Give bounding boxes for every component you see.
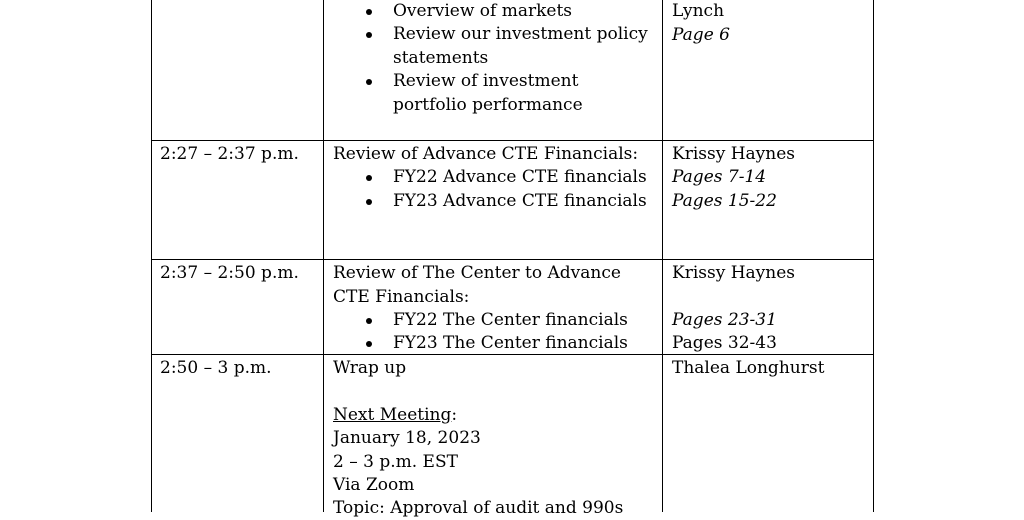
bullet-icon (366, 175, 372, 181)
page-reference: Pages 23-31 (672, 310, 777, 330)
bullet-icon (366, 318, 372, 324)
presenter-name: Krissy Haynes (672, 263, 796, 283)
agenda-heading: Wrap up (333, 358, 407, 378)
agenda-bullet: FY23 The Center financials (393, 333, 628, 353)
meeting-time: 2 – 3 p.m. EST (333, 452, 458, 472)
agenda-heading: Review of The Center to Advance (333, 263, 621, 283)
meeting-topic: Topic: Approval of audit and 990s (333, 498, 624, 518)
presenter-name: Krissy Haynes (672, 144, 796, 164)
agenda-bullet: Review our investment policy (393, 24, 648, 44)
time-slot: 2:37 – 2:50 p.m. (160, 263, 299, 283)
next-meeting-colon: : (451, 405, 458, 425)
time-slot: 2:50 – 3 p.m. (160, 358, 272, 378)
presenter-name: Thalea Longhurst (672, 358, 825, 378)
table-column-divider (662, 0, 663, 512)
bullet-icon (366, 199, 372, 205)
agenda-bullet: FY22 Advance CTE financials (393, 167, 647, 187)
agenda-bullet: Review of investment (393, 71, 579, 91)
page-reference: Page 6 (672, 25, 730, 45)
agenda-bullet: Overview of markets (393, 1, 573, 21)
agenda-bullet-continuation: statements (393, 48, 489, 68)
bullet-icon (366, 32, 372, 38)
page-reference: Pages 32-43 (672, 333, 777, 353)
agenda-heading: CTE Financials: (333, 287, 470, 307)
table-border-left (151, 0, 152, 512)
meeting-date: January 18, 2023 (333, 428, 481, 448)
presenter-name: Lynch (672, 1, 725, 21)
meeting-location: Via Zoom (333, 475, 415, 495)
bullet-icon (366, 79, 372, 85)
time-slot: 2:27 – 2:37 p.m. (160, 144, 299, 164)
bullet-icon (366, 341, 372, 347)
agenda-bullet: FY23 Advance CTE financials (393, 191, 647, 211)
page-reference: Pages 15-22 (672, 191, 777, 211)
table-row-divider (151, 140, 874, 141)
next-meeting-heading (333, 404, 457, 427)
table-row-divider (151, 259, 874, 260)
table-column-divider (323, 0, 324, 512)
bullet-icon (366, 9, 372, 15)
next-meeting-label: Next Meeting (333, 405, 452, 425)
table-border-right (873, 0, 874, 512)
agenda-bullet: FY22 The Center financials (393, 310, 628, 330)
agenda-heading: Review of Advance CTE Financials: (333, 144, 639, 164)
agenda-bullet-continuation: portfolio performance (393, 95, 583, 115)
page-reference: Pages 7-14 (672, 167, 767, 187)
